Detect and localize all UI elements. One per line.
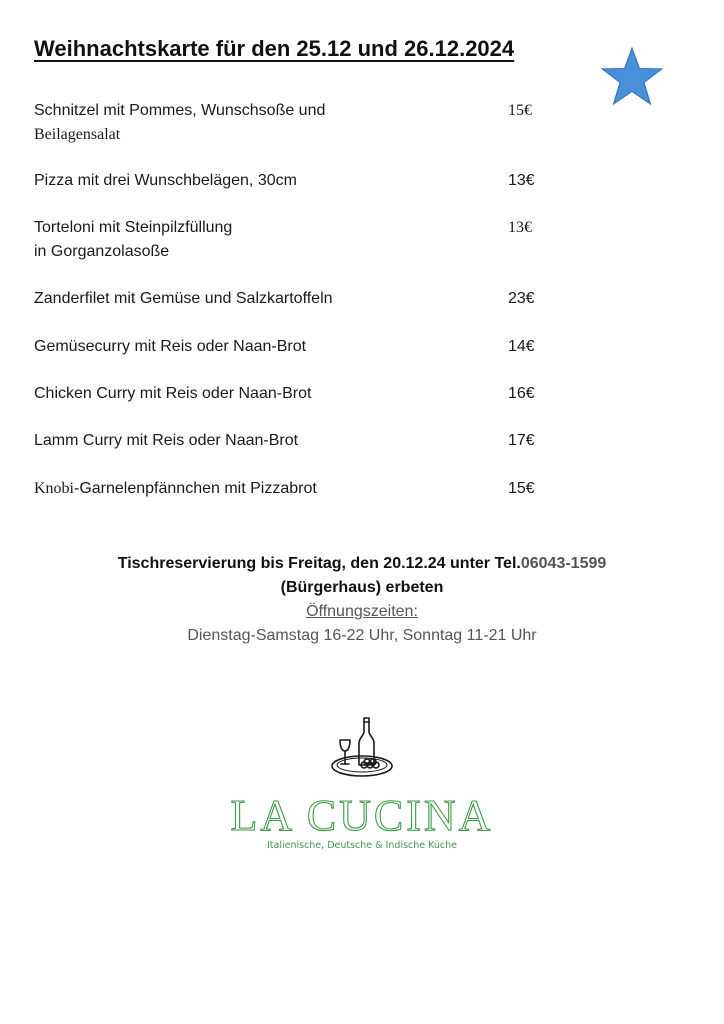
restaurant-logo-name: LA CUCINA [230,791,494,840]
menu-item-name: Gemüsecurry mit Reis oder Naan-Brot [34,338,307,355]
menu-item-name: Pizza mit drei Wunschbelägen, 30cm [34,172,297,189]
menu-item-name: -Garnelenpfännchen mit Pizzabrot [74,480,317,497]
menu-item-name-continued: Beilagensalat [34,126,121,143]
star-icon [600,46,664,106]
menu-item-name-prefix: Knobi [34,480,74,497]
wine-bottle-glass-plate-icon [328,714,396,780]
menu-item-price: 14€ [508,338,535,355]
menu-item-name-continued: in Gorganzolasoße [34,243,170,260]
menu-item-price: 13€ [508,172,535,189]
reservation-info [0,552,724,648]
opening-hours: Dienstag-Samstag 16-22 Uhr, Sonntag 11-21 Uhr [187,627,537,644]
opening-hours-heading: Öffnungszeiten: [306,603,418,620]
phone-number: 06043-1599 [520,555,607,572]
menu-item-price: 23€ [508,290,535,307]
menu-item-name: Chicken Curry mit Reis oder Naan-Brot [34,385,312,402]
menu-item-name: Schnitzel mit Pommes, Wunschsoße und [34,102,326,119]
menu-item-name: Torteloni mit Steinpilzfüllung [34,219,233,236]
menu-item-price: 16€ [508,385,535,402]
menu-item-price: 17€ [508,432,535,449]
menu-item-name: Lamm Curry mit Reis oder Naan-Brot [34,432,299,449]
restaurant-tagline: Italienische, Deutsche & Indische Küche [266,840,458,851]
reservation-text-continued: (Bürgerhaus) erbeten [280,579,444,596]
menu-item-price: 13€ [508,219,532,236]
menu-item-name: Zanderfilet mit Gemüse und Salzkartoffeln [34,290,333,307]
menu-item-price: 15€ [508,480,535,497]
reservation-text: Tischreservierung bis Freitag, den 20.12.24 unter Tel. [117,555,521,572]
menu-item-price: 15€ [508,102,532,119]
menu-title: Weihnachtskarte für den 25.12 und 26.12.2024 [34,36,515,61]
